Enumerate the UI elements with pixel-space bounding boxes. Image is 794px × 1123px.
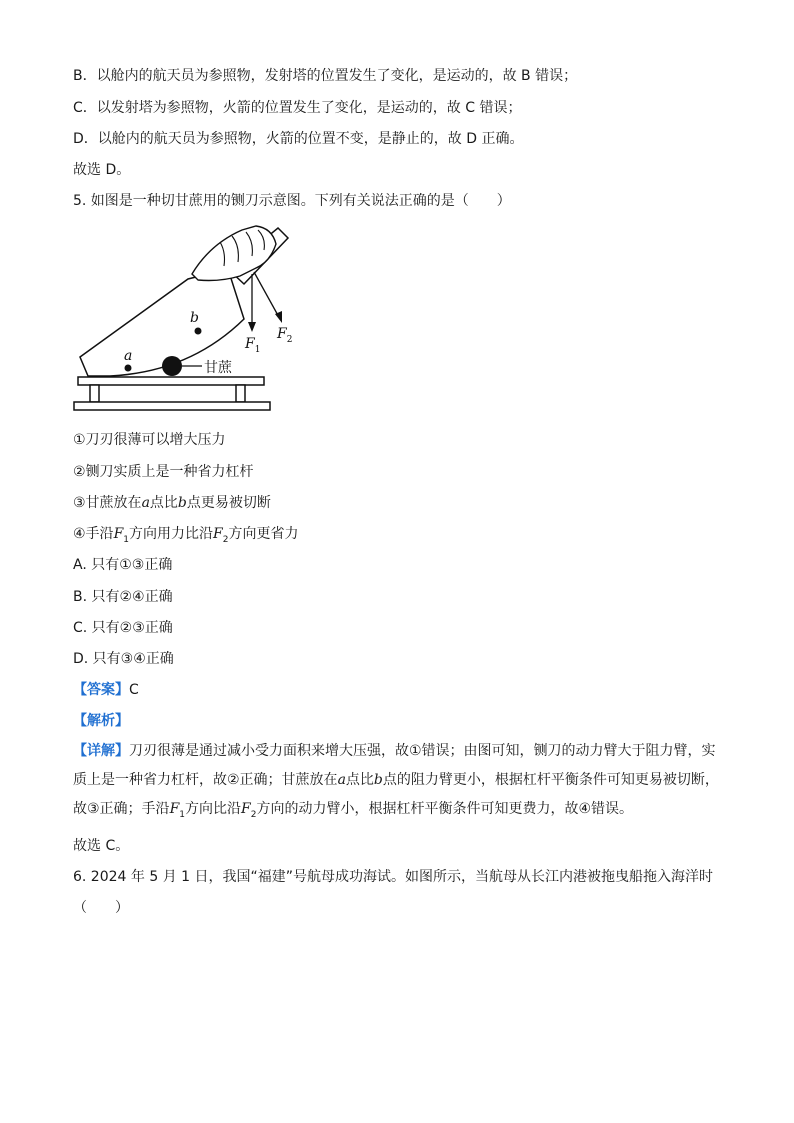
point-b-label: b	[190, 310, 199, 326]
statement-3: ③甘蔗放在a点比b点更易被切断	[73, 495, 271, 511]
base-leg-right	[236, 385, 245, 402]
solution-line-c: C．以发射塔为参照物，火箭的位置发生了变化，是运动的，故 C 错误；	[73, 100, 522, 116]
base-leg-left	[90, 385, 99, 402]
solution-conclusion: 故选 D。	[73, 162, 131, 178]
solution-line-b: B．以舱内的航天员为参照物，发射塔的位置发生了变化，是运动的，故 B 错误；	[73, 68, 578, 84]
hand	[192, 226, 276, 281]
statement-1: ①刀刃很薄可以增大压力	[73, 432, 226, 448]
point-a	[125, 365, 132, 372]
q5-conclusion: 故选 C。	[73, 838, 130, 854]
statement-2: ②铡刀实质上是一种省力杠杆	[73, 464, 254, 480]
base-foot	[74, 402, 270, 410]
option-b: B. 只有②④正确	[73, 589, 173, 605]
statement-4: ④手沿$F_1$方向用力比沿$F_2$方向更省力	[73, 526, 299, 545]
answer-tag: 【答案】	[73, 682, 129, 698]
analysis-tag: 【解析】	[73, 713, 129, 729]
sugarcane	[162, 356, 182, 376]
question-5-stem: 5. 如图是一种切甘蔗用的铡刀示意图。下列有关说法正确的是（ ）	[73, 193, 511, 209]
force-f1-label: $F_1$	[245, 336, 261, 355]
cutter-diagram	[70, 224, 310, 418]
base-board	[78, 377, 264, 385]
option-c: C. 只有②③正确	[73, 620, 173, 636]
force-f2-label: $F_2$	[277, 326, 293, 345]
option-a: A. 只有①③正确	[73, 557, 173, 573]
point-a-label: a	[124, 348, 133, 364]
question-6-stem: 6. 2024 年 5 月 1 日，我国“福建”号航母成功海试。如图所示，当航母从长江内港被拖曳船拖入海洋时	[73, 869, 714, 885]
question-6-bracket: （ ）	[73, 900, 129, 916]
solution-line-d: D．以舱内的航天员为参照物，火箭的位置不变，是静止的，故 D 正确。	[73, 131, 524, 147]
force-f2-arrow	[254, 272, 280, 319]
cane-label: 甘蔗	[204, 360, 232, 376]
option-d: D. 只有③④正确	[73, 651, 174, 667]
detail-paragraph: 【详解】刀刃很薄是通过减小受力面积来增大压强，故①错误；由图可知，铡刀的动力臂大于阻力臂，实质上是一种省力杠杆，故②正确；甘蔗放在a点比b点的阻力臂更小，根据杠杆平衡条件可知更易被切断，故③正确；手沿$F_1$方向比沿$F_2$方向的动力臂小，根据杠杆平衡条件可知更费力，故④错误。	[73, 743, 719, 820]
answer-line	[73, 680, 139, 700]
answer-value: C	[129, 682, 139, 698]
point-b	[195, 328, 202, 335]
